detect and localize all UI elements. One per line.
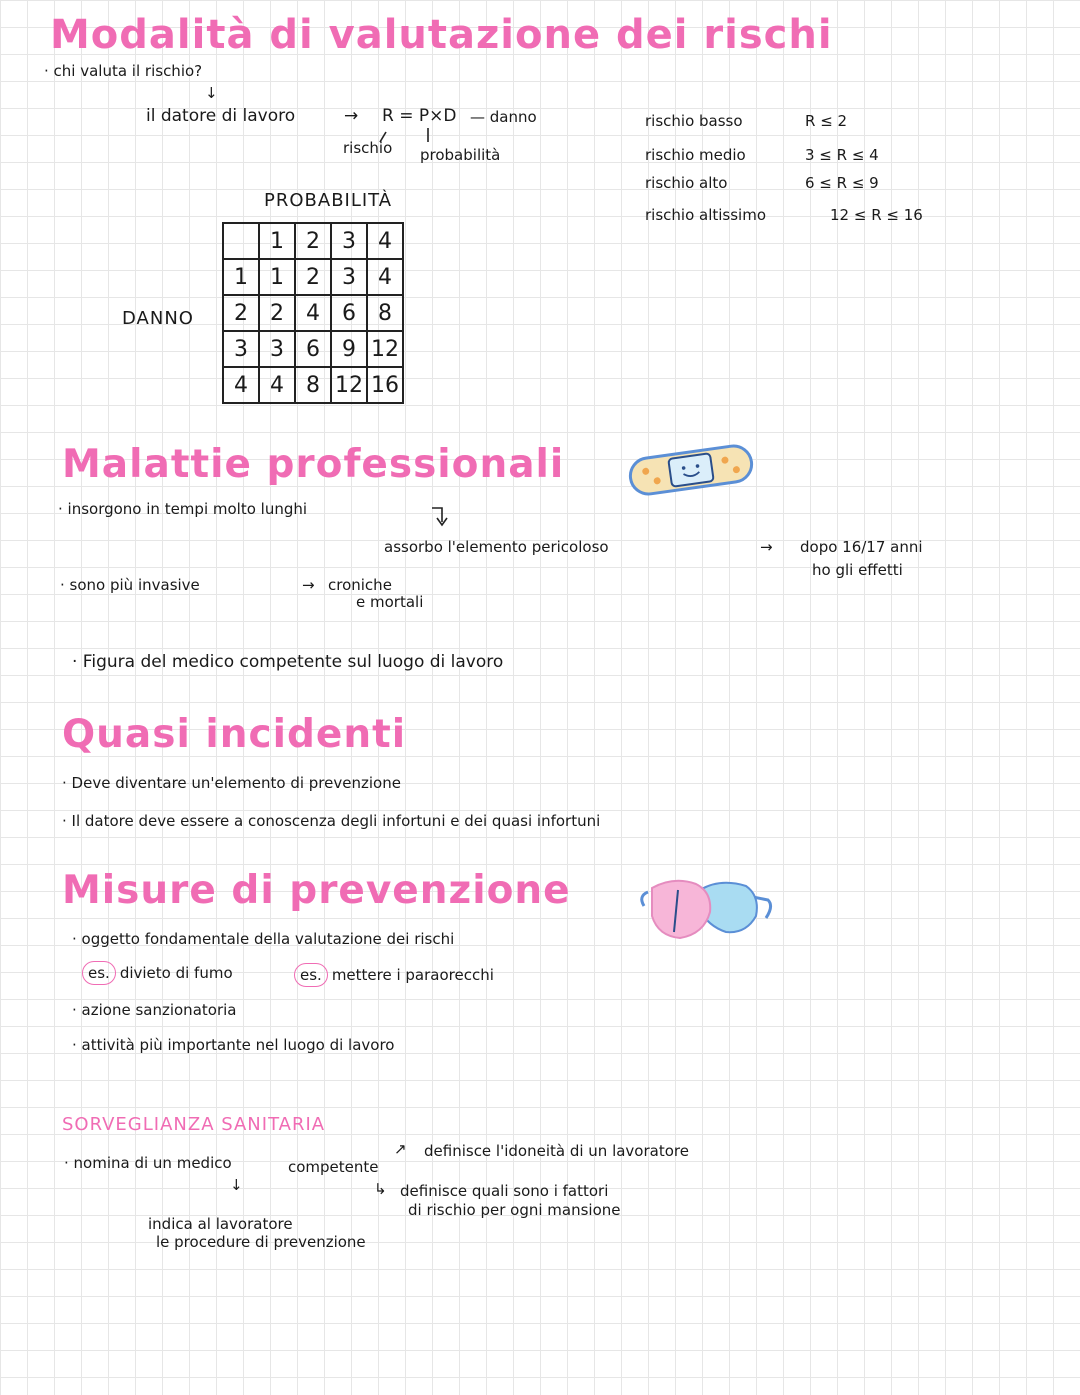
level-altissimo-name: rischio altissimo	[645, 206, 767, 224]
matrix-cell: 2	[223, 295, 259, 331]
danno-label: danno	[489, 108, 537, 126]
sorveglianza-def1: definisce l'idoneità di un lavoratore	[424, 1142, 689, 1160]
matrix-cell: 16	[367, 367, 403, 403]
matrix-cell: 12	[367, 331, 403, 367]
matrix-cell: 2	[295, 259, 331, 295]
arrow-down: ↓	[230, 1176, 243, 1194]
probabilita-label: probabilità	[420, 146, 501, 164]
lunghi-bracket	[432, 508, 442, 522]
matrix-cell: 8	[295, 367, 331, 403]
title-misure-prevenzione: Misure di prevenzione	[62, 868, 571, 913]
arrow-down: ↓	[205, 84, 218, 102]
level-basso-name: rischio basso	[645, 112, 743, 130]
sorveglianza-indica2: le procedure di prevenzione	[156, 1233, 366, 1251]
matrix-cell: 3	[331, 259, 367, 295]
arrow-right: →	[760, 538, 773, 556]
matrix-cell: 12	[331, 367, 367, 403]
arrow-up-right: ↗	[394, 1140, 407, 1158]
sorveglianza-def2: definisce quali sono i fattori	[400, 1182, 609, 1200]
matrix-cell: 1	[259, 259, 295, 295]
level-altissimo-range: 12 ≤ R ≤ 16	[830, 206, 923, 224]
matrix-cell: 4	[259, 367, 295, 403]
question-chi-valuta: · chi valuta il rischio?	[44, 62, 203, 80]
matrix-cell: 1	[223, 259, 259, 295]
matrix-cell: 4	[223, 367, 259, 403]
matrix-row-title: DANNO	[122, 308, 194, 329]
misure-line1: · oggetto fondamentale della valutazione dei rischi	[72, 930, 455, 948]
title-malattie-professionali: Malattie professionali	[62, 442, 565, 487]
matrix-cell: 4	[367, 259, 403, 295]
es-badge: es.	[294, 963, 328, 987]
level-basso-range: R ≤ 2	[805, 112, 848, 130]
matrix-cell: 6	[295, 331, 331, 367]
matrix-cell: 6	[331, 295, 367, 331]
matrix-cell: 3	[331, 223, 367, 259]
matrix-col-title: PROBABILITÀ	[264, 190, 393, 211]
malattie-effetti: ho gli effetti	[812, 561, 903, 579]
matrix-cell: 1	[259, 223, 295, 259]
es-badge: es.	[82, 961, 116, 985]
title-quasi-incidenti: Quasi incidenti	[62, 712, 407, 757]
title-valutazione-rischi: Modalità di valutazione dei rischi	[50, 12, 833, 58]
matrix-cell: 8	[367, 295, 403, 331]
rischio-connector	[380, 132, 386, 142]
danno-annotation: — danno	[470, 108, 537, 126]
arrow-right: →	[302, 576, 315, 594]
malattie-croniche: croniche	[328, 576, 392, 594]
matrix-cell: 4	[295, 295, 331, 331]
quasi-line2: · Il datore deve essere a conoscenza degli infortuni e dei quasi infortuni	[62, 812, 601, 830]
sorveglianza-def2b: di rischio per ogni mansione	[408, 1201, 621, 1219]
sorveglianza-indica1: indica al lavoratore	[148, 1215, 293, 1233]
malattie-line4: · Figura del medico competente sul luogo di lavoro	[72, 652, 504, 672]
arrow-down-right: ↳	[374, 1180, 387, 1198]
title-sorveglianza-sanitaria: SORVEGLIANZA SANITARIA	[62, 1114, 326, 1135]
matrix-cell: 2	[259, 295, 295, 331]
sorveglianza-competente: competente	[288, 1158, 379, 1176]
es2-text: mettere i paraorecchi	[331, 966, 494, 984]
malattie-line1: · insorgono in tempi molto lunghi	[58, 500, 308, 518]
malattie-assorbo: assorbo l'elemento pericoloso	[384, 538, 609, 556]
misure-line3: · attività più importante nel luogo di lavoro	[72, 1036, 395, 1054]
quasi-line1: · Deve diventare un'elemento di prevenzione	[62, 774, 401, 792]
malattie-mortali: e mortali	[356, 593, 424, 611]
level-alto-range: 6 ≤ R ≤ 9	[805, 174, 879, 192]
datore-lavoro: il datore di lavoro	[146, 106, 296, 126]
misure-line2: · azione sanzionatoria	[72, 1001, 237, 1019]
malattie-line3: · sono più invasive	[60, 576, 200, 594]
formula: R = P×D	[382, 106, 457, 126]
malattie-dopo-anni: dopo 16/17 anni	[800, 538, 923, 556]
level-alto-name: rischio alto	[645, 174, 728, 192]
level-medio-name: rischio medio	[645, 146, 746, 164]
arrow-right: →	[344, 106, 359, 126]
matrix-cell: 2	[295, 223, 331, 259]
sorveglianza-nomina: · nomina di un medico	[64, 1154, 232, 1172]
rischio-label: rischio	[343, 139, 393, 157]
es1-text: divieto di fumo	[119, 964, 233, 982]
matrix-cell: 3	[223, 331, 259, 367]
matrix-cell: 4	[367, 223, 403, 259]
matrix-cell: 3	[259, 331, 295, 367]
matrix-cell: 9	[331, 331, 367, 367]
level-medio-range: 3 ≤ R ≤ 4	[805, 146, 879, 164]
